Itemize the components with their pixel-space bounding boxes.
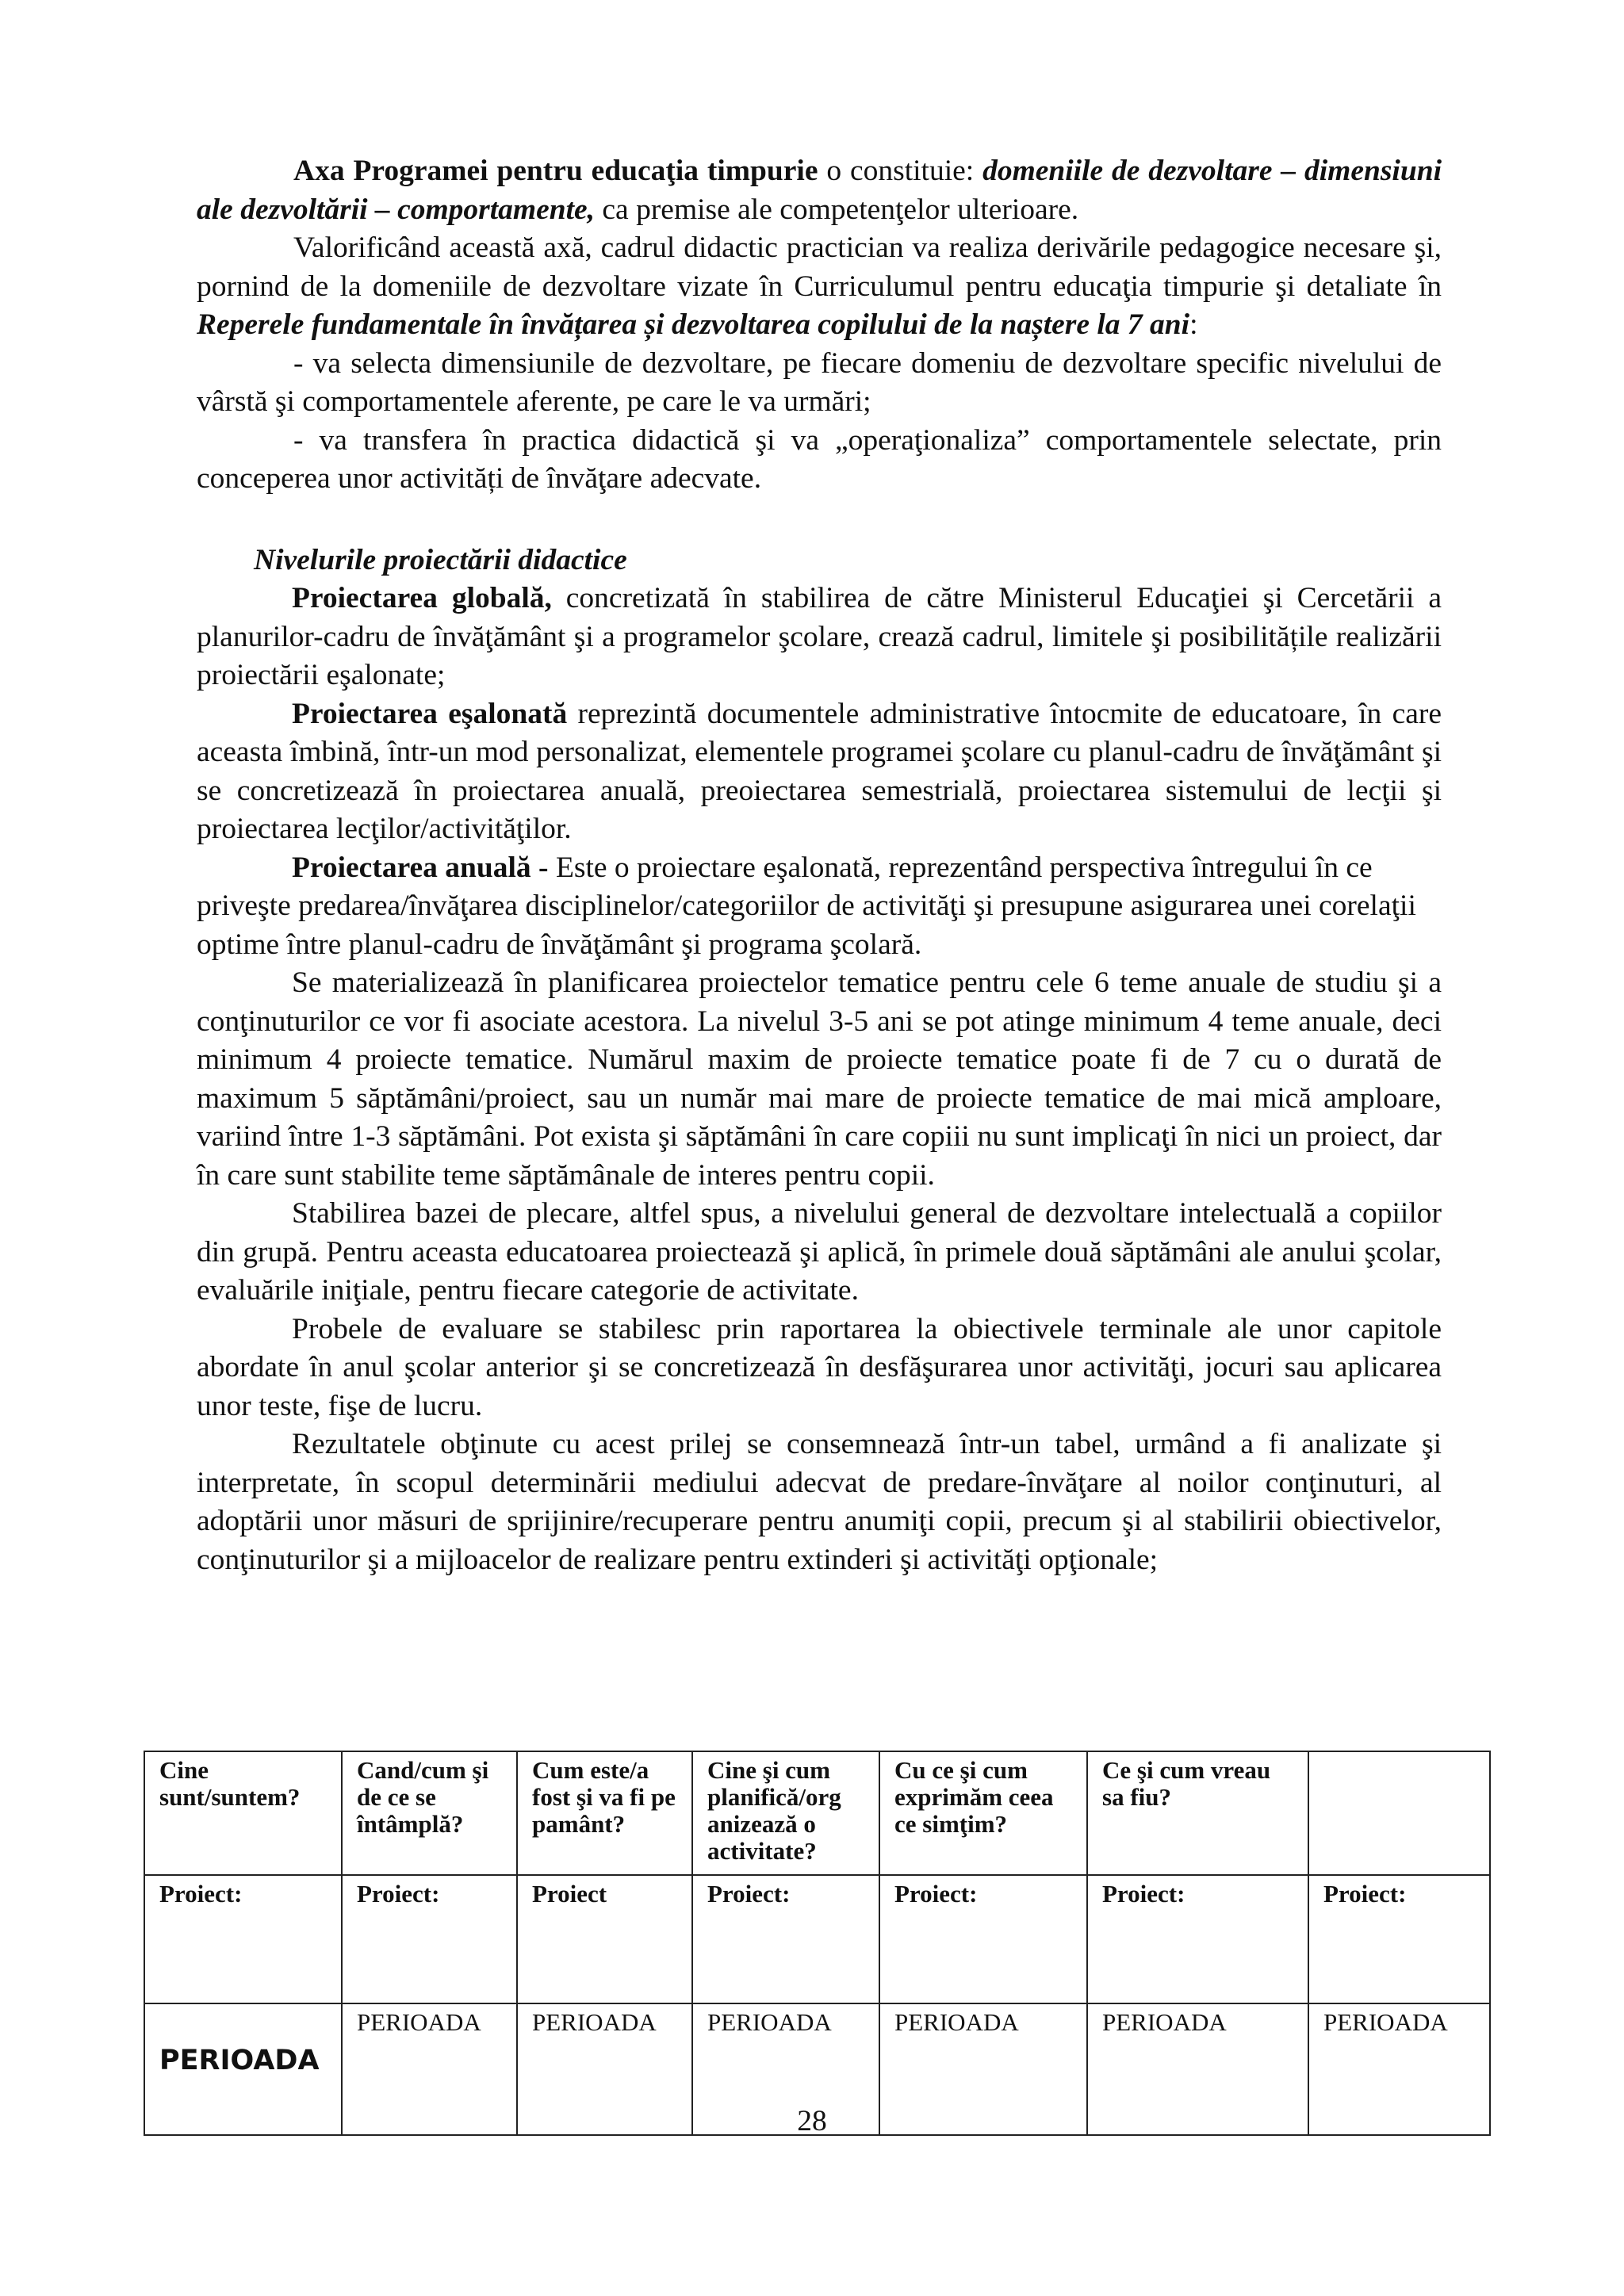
period-cell: PERIOADA	[692, 2003, 879, 2135]
rezultatele-paragraph: Rezultatele obţinute cu acest prilej se consemnează într-un tabel, urmând a fi analizate şi interpretate, în scopul determinării mediului adecvat de predare-învăţare al noilor conţinuturi, al adoptării unor măsuri de sprijinire/recuperare pentru anumiţi copii, precum şi al stabilirii obiectivelor, conţinuturilor şi a mijloacelor de realizare pentru extinderi şi activităţi opţionale;	[197, 1428, 1442, 1576]
bullet-select: - va selecta dimensiunile de dezvoltare, pe fiecare domeniu de dezvoltare specific nivelului de vârstă şi comportamentele aferente, pe care le va urmări;	[197, 346, 1442, 418]
axa-paragraph	[197, 152, 1442, 229]
anuala-label: Proiectarea anuală -	[292, 851, 549, 884]
axa-text: o constituie:	[818, 155, 983, 187]
axa-label: Axa Programei pentru educaţia timpurie	[293, 155, 818, 187]
page-body	[197, 152, 1442, 1579]
valorif-end: :	[1189, 308, 1198, 341]
period-cell: PERIOADA	[342, 2003, 517, 2135]
header-cell	[1308, 1751, 1490, 1875]
projects-table	[144, 1751, 1491, 2136]
bullet-transfer: - va transfera în practica didactică şi va „operaţionaliza” comportamentele selectate, prin conceperea unor activități de învăţare adecvate.	[197, 423, 1442, 495]
probele-paragraph: Probele de evaluare se stabilesc prin raportarea la obiectivele terminale ale unor capitole abordate în anul şcolar anterior şi se concretizează în desfăşurarea unor activităţi, jocuri sau aplicarea unor teste, fişe de lucru.	[197, 1312, 1442, 1422]
globala-text: concretizată în stabilirea de către Ministerul Educaţiei şi Cercetării a planurilor-cadru de învăţământ şi a programelor şcolare, crează cadrul, limitele şi posibilitățile realizării proiectării eşalonate;	[197, 582, 1442, 691]
header-cell: Cine şi cum planifică/org anizează o activitate?	[692, 1751, 879, 1875]
period-cell: PERIOADA	[517, 2003, 692, 2135]
table-header-row	[144, 1751, 1490, 1875]
period-label-cell: PERIOADA	[144, 2003, 342, 2135]
header-cell: Cine sunt/suntem?	[144, 1751, 342, 1875]
stabilirea-paragraph: Stabilirea bazei de plecare, altfel spus, a nivelului general de dezvoltare intelectuală a copiilor din grupă. Pentru aceasta educatoarea proiectează şi aplică, în primele două săptămâni ale anului şcolar, evaluările iniţiale, pentru fiecare categorie de activitate.	[197, 1197, 1442, 1307]
anuala-paragraph	[197, 849, 1442, 965]
anuala-text: Este o proiectare eşalonată, reprezentând perspectiva întregului în ce priveşte predarea/învăţarea disciplinelor/categoriilor de activităţi şi presupune asigurarea unei corelaţii optime între planul-cadru de învăţământ şi programa şcolară.	[197, 851, 1416, 961]
valorif-emphasis: Reperele fundamentale în învățarea și dezvoltarea copilului de la naștere la 7 ani	[197, 308, 1190, 341]
esalonata-label: Proiectarea eşalonată	[292, 697, 568, 730]
valorif-text: Valorificând această axă, cadrul didactic practician va realiza derivările pedagogice necesare şi, pornind de la domeniile de dezvoltare vizate în Curriculumul pentru educaţia timpurie şi detaliate în	[197, 232, 1442, 303]
project-cell: Proiect:	[342, 1875, 517, 2003]
period-cell: PERIOADA	[1308, 2003, 1490, 2135]
header-cell: Ce şi cum vreau sa fiu?	[1087, 1751, 1308, 1875]
project-cell: Proiect	[517, 1875, 692, 2003]
globala-paragraph	[197, 580, 1442, 695]
materializeaza-paragraph: Se materializează în planificarea proiectelor tematice pentru cele 6 teme anuale de studiu şi a conţinuturilor ce vor fi asociate acestora. La nivelul 3-5 ani se pot atinge minimum 4 teme anuale, deci minimum 4 proiecte tematice. Numărul maxim de proiecte tematice poate fi de 7 cu o durată de maximum 5 săptămâni/proiect, sau un număr mai mare de proiecte tematice de mai mică amploare, variind între 1-3 săptămâni. Pot exista şi săptămâni în care copiii nu sunt implicaţi în nici un proiect, dar în care sunt stabilite teme săptămânale de interes pentru copii.	[197, 966, 1442, 1192]
page-number: 28	[797, 2105, 827, 2137]
period-cell: PERIOADA	[879, 2003, 1087, 2135]
project-cell: Proiect:	[692, 1875, 879, 2003]
period-cell: PERIOADA	[1087, 2003, 1308, 2135]
project-cell: Proiect:	[1087, 1875, 1308, 2003]
project-cell: Proiect:	[144, 1875, 342, 2003]
project-cell: Proiect:	[879, 1875, 1087, 2003]
header-cell: Cand/cum şi de ce se întâmplă?	[342, 1751, 517, 1875]
axa-emphasis: domeniile de dezvoltare – dimensiuni ale dezvoltării – comportamente,	[197, 155, 1442, 226]
globala-label: Proiectarea globală,	[292, 582, 552, 614]
header-cell: Cum este/a fost şi va fi pe pamânt?	[517, 1751, 692, 1875]
project-row	[144, 1875, 1490, 2003]
header-cell: Cu ce şi cum exprimăm ceea ce simţim?	[879, 1751, 1087, 1875]
valorificand-paragraph	[197, 229, 1442, 345]
axa-text-end: ca premise ale competenţelor ulterioare.	[595, 193, 1079, 226]
esalonata-text: reprezintă documentele administrative întocmite de educatoare, în care aceasta îmbină, într-un mod personalizat, elementele programei şcolare cu planul-cadru de învăţământ şi se concretizează în proiectarea anuală, preoiectarea semestrială, proiectarea sistemului de lecţii şi proiectarea lecţilor/activităţilor.	[197, 697, 1442, 845]
project-cell: Proiect:	[1308, 1875, 1490, 2003]
esalonata-paragraph	[197, 695, 1442, 849]
section-heading: Nivelurile proiectării didactice	[254, 543, 627, 576]
